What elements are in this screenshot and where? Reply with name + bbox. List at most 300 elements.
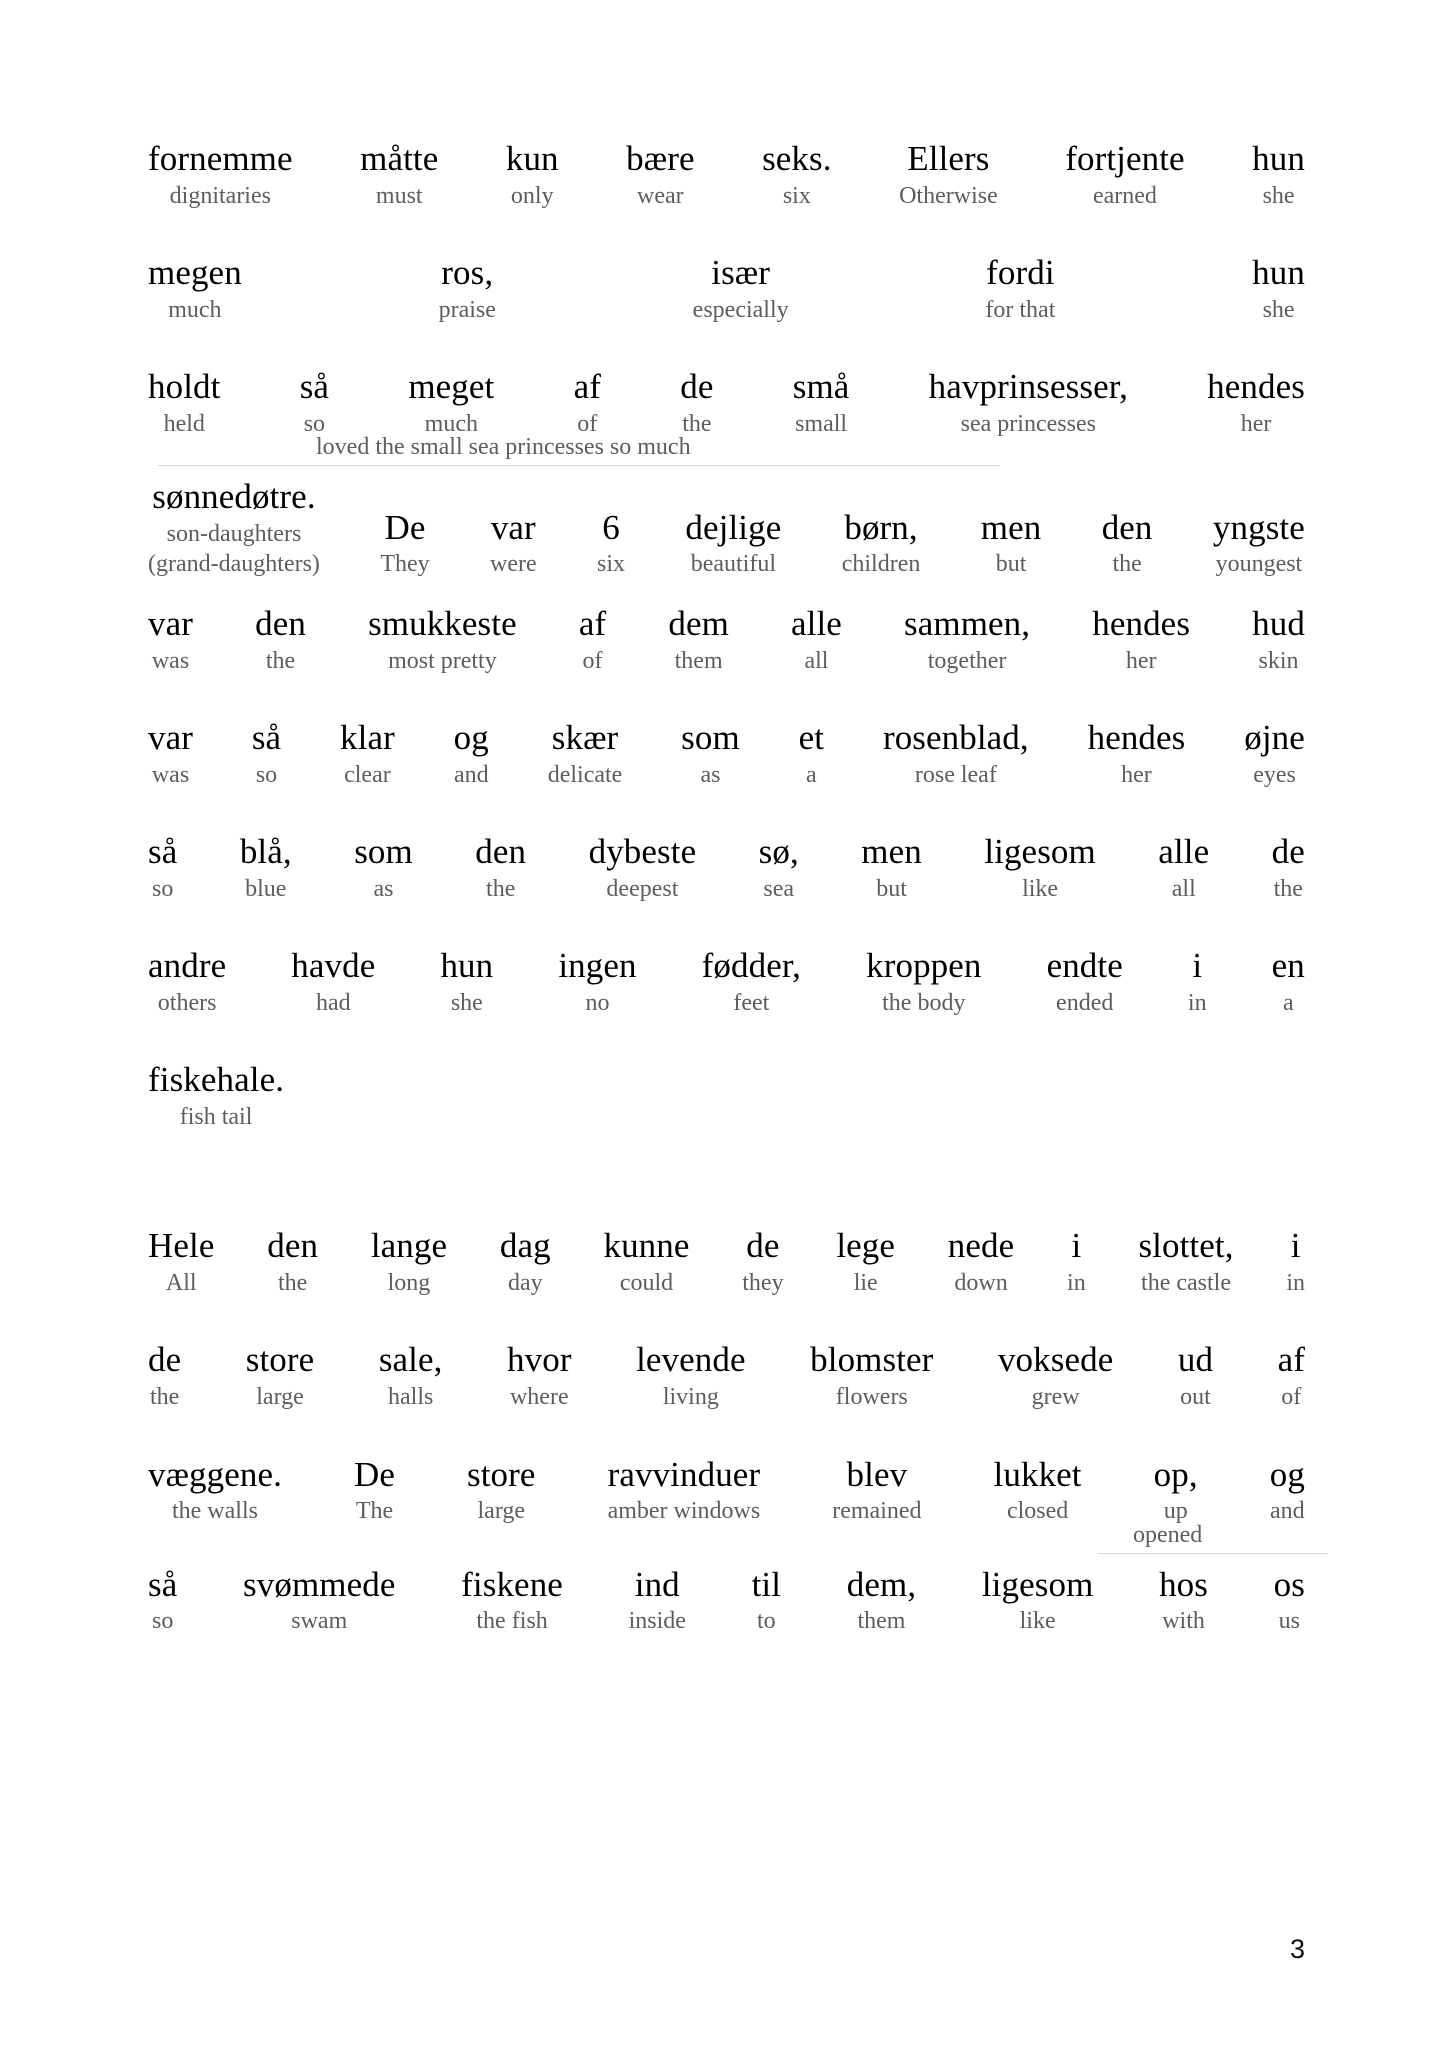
source-word: fortjente	[1065, 139, 1185, 178]
word-pair	[291, 947, 375, 1017]
gloss-word: six	[597, 551, 626, 578]
word-pair	[252, 719, 281, 789]
word-pair	[454, 719, 489, 789]
word-pair	[148, 833, 177, 903]
source-word: væggene.	[148, 1454, 282, 1494]
gloss-word: they	[742, 1270, 784, 1297]
source-word: hendes	[1092, 603, 1191, 643]
source-word: store	[245, 1340, 315, 1380]
source-word: sø,	[758, 831, 799, 871]
word-pair	[626, 140, 694, 210]
word-pair	[148, 1456, 282, 1526]
gloss-word: them	[674, 647, 723, 674]
source-word: men	[980, 507, 1042, 547]
gloss-word: dignitaries	[169, 182, 271, 209]
source-word: blev	[846, 1454, 908, 1494]
gloss-word: youngest	[1215, 551, 1303, 578]
source-word: dem	[668, 603, 729, 643]
source-word: kunne	[603, 1226, 690, 1266]
word-pair	[1154, 1456, 1198, 1526]
word-pair	[1244, 719, 1305, 789]
gloss-word: Otherwise	[899, 182, 998, 209]
gloss-word: in	[1286, 1270, 1305, 1297]
word-pair	[762, 140, 832, 210]
gloss-word: the	[149, 1384, 180, 1411]
interlinear-line	[148, 605, 1305, 675]
word-pair	[148, 605, 193, 675]
gloss-word: amber windows	[607, 1498, 761, 1525]
source-word: i	[1290, 1226, 1301, 1266]
word-pair	[507, 1341, 572, 1411]
source-word: af	[578, 603, 607, 643]
word-pair	[243, 1566, 395, 1636]
gloss-word: feet	[733, 989, 770, 1016]
source-word: De	[353, 1454, 395, 1494]
word-pair	[148, 140, 293, 210]
gloss-word: the	[486, 875, 516, 902]
page-number: 3	[1289, 1934, 1305, 1964]
word-pair	[1252, 605, 1305, 675]
word-pair	[681, 719, 740, 789]
source-word: så	[148, 831, 178, 871]
gloss-word: was	[151, 761, 190, 788]
interlinear-body	[148, 140, 1305, 1636]
source-word: hvor	[507, 1340, 572, 1380]
source-word: fornemme	[148, 139, 293, 178]
source-word: sale,	[378, 1340, 443, 1380]
word-pair	[148, 947, 226, 1017]
source-word: hun	[440, 946, 494, 986]
word-pair	[791, 605, 842, 675]
gloss-word: The	[355, 1498, 394, 1525]
interlinear-line	[148, 1341, 1305, 1411]
gloss-word: so	[152, 1608, 174, 1635]
source-word: sønnedøtre.	[152, 477, 316, 517]
source-word: den	[1101, 507, 1153, 547]
word-pair	[1067, 1227, 1086, 1297]
source-word: 6	[602, 507, 620, 547]
word-pair	[500, 1227, 551, 1297]
source-word: ingen	[558, 946, 637, 986]
gloss-word: sea	[763, 875, 795, 902]
source-word: alle	[1158, 831, 1210, 871]
word-pair	[300, 368, 329, 438]
gloss-word-secondary: (grand-daughters)	[148, 551, 320, 578]
gloss-word: especially	[692, 296, 789, 323]
source-word: den	[475, 831, 527, 871]
source-word: de	[1271, 831, 1305, 871]
gloss-word: she	[1262, 182, 1295, 209]
gloss-word: but	[876, 875, 907, 902]
gloss-word: the	[682, 411, 712, 438]
word-pair	[842, 509, 921, 579]
word-pair	[984, 833, 1096, 903]
source-word: De	[384, 507, 426, 547]
source-word: et	[798, 717, 825, 757]
word-pair	[440, 947, 493, 1017]
gloss-word: the castle	[1141, 1270, 1231, 1297]
word-pair	[994, 1456, 1082, 1526]
gloss-word: out	[1180, 1384, 1211, 1411]
word-pair	[981, 509, 1042, 579]
gloss-word: lie	[853, 1270, 878, 1297]
source-word: bære	[626, 139, 695, 178]
source-word: nede	[947, 1226, 1015, 1266]
source-word: sammen,	[904, 603, 1031, 643]
gloss-word: All	[165, 1270, 197, 1297]
source-word: lege	[836, 1226, 896, 1266]
word-pair	[240, 833, 292, 903]
gloss-word: large	[256, 1384, 304, 1411]
word-pair	[490, 509, 537, 579]
gloss-word: They	[380, 551, 430, 578]
word-pair	[148, 368, 220, 438]
gloss-word: closed	[1006, 1498, 1069, 1525]
word-pair	[636, 1341, 746, 1411]
gloss-word: for that	[985, 296, 1056, 323]
word-pair	[574, 368, 601, 438]
source-word: levende	[636, 1340, 746, 1380]
gloss-word: of	[577, 411, 598, 438]
source-word: de	[148, 1340, 182, 1380]
gloss-word: held	[163, 411, 205, 438]
gloss-word: earned	[1092, 182, 1157, 209]
free-translation-note: opened	[1133, 1521, 1203, 1548]
source-word: dejlige	[685, 507, 782, 547]
gloss-word: like	[1019, 1608, 1056, 1635]
word-pair	[929, 368, 1128, 438]
gloss-word: others	[157, 989, 217, 1016]
source-word: lukket	[993, 1454, 1082, 1494]
gloss-word: to	[757, 1608, 776, 1635]
interlinear-line	[148, 140, 1305, 210]
word-pair	[148, 1061, 284, 1131]
free-translation-note: loved the small sea princesses so much	[316, 434, 691, 461]
gloss-word: deepest	[606, 875, 679, 902]
word-pair	[685, 509, 781, 579]
interlinear-line	[148, 1061, 1305, 1131]
gloss-word: together	[927, 647, 1007, 674]
source-word: så	[251, 717, 282, 757]
word-pair	[904, 605, 1030, 675]
word-pair	[579, 605, 606, 675]
source-word: rosenblad,	[882, 717, 1029, 757]
gloss-word: where	[509, 1384, 569, 1411]
source-word: ligesom	[984, 831, 1096, 871]
source-word: af	[1277, 1340, 1305, 1380]
source-word: holdt	[148, 367, 221, 407]
interlinear-line	[148, 833, 1305, 903]
source-word: så	[299, 367, 330, 407]
paragraph	[148, 140, 1305, 1131]
gloss-word: the walls	[171, 1498, 258, 1525]
source-word: hendes	[1087, 717, 1186, 757]
source-word: ind	[634, 1564, 680, 1604]
gloss-word: delicate	[547, 761, 623, 788]
word-pair	[1213, 509, 1305, 579]
word-pair	[379, 1341, 443, 1411]
gloss-word: down	[954, 1270, 1008, 1297]
source-word: Hele	[148, 1226, 215, 1266]
source-word: skær	[551, 717, 619, 757]
interlinear-line	[148, 368, 1305, 438]
word-pair	[148, 1227, 214, 1297]
word-pair	[360, 140, 438, 210]
word-pair	[1047, 947, 1123, 1017]
gloss-word: halls	[388, 1384, 434, 1411]
word-pair	[148, 1341, 181, 1411]
word-pair	[354, 1456, 395, 1526]
source-word: megen	[148, 253, 242, 293]
word-pair	[861, 833, 922, 903]
gloss-word: she	[1262, 296, 1295, 323]
gloss-word: six	[782, 182, 811, 209]
word-pair	[597, 509, 625, 579]
source-word: alle	[791, 603, 842, 643]
gloss-word: up	[1163, 1498, 1188, 1525]
word-pair	[148, 254, 242, 324]
source-word: hun	[1252, 139, 1305, 178]
gloss-word: her	[1125, 647, 1157, 674]
word-pair	[793, 368, 850, 438]
source-word: klar	[340, 717, 395, 757]
interlinear-line	[148, 947, 1305, 1017]
word-pair	[548, 719, 623, 789]
gloss-word: them	[857, 1608, 906, 1635]
source-word: kun	[505, 139, 559, 178]
gloss-word: eyes	[1253, 761, 1296, 788]
gloss-word: children	[841, 551, 921, 578]
word-pair	[255, 605, 306, 675]
source-word: ros,	[441, 253, 494, 293]
gloss-word: all	[1171, 875, 1196, 902]
gloss-word: much	[424, 411, 478, 438]
interlinear-line	[148, 1227, 1305, 1297]
interlinear-line	[148, 719, 1305, 789]
source-word: svømmede	[243, 1564, 396, 1604]
gloss-word: much	[168, 296, 222, 323]
source-word: fødder,	[701, 946, 802, 986]
source-word: fordi	[986, 253, 1055, 293]
source-word: slottet,	[1138, 1226, 1234, 1266]
gloss-word: the body	[882, 989, 966, 1016]
gloss-word: the	[277, 1270, 308, 1297]
word-pair	[354, 833, 413, 903]
gloss-word: in	[1067, 1270, 1086, 1297]
word-pair	[380, 509, 429, 579]
source-word: lange	[370, 1226, 448, 1266]
source-word: havde	[291, 946, 376, 986]
word-pair	[742, 1227, 783, 1297]
gloss-word: as	[700, 761, 721, 788]
source-word: en	[1271, 946, 1305, 986]
paragraph	[148, 1227, 1305, 1635]
gloss-word: as	[373, 875, 394, 902]
interlinear-line	[148, 1456, 1305, 1526]
gloss-word: remained	[832, 1498, 922, 1525]
gloss-word: was	[151, 647, 190, 674]
source-word: blå,	[239, 831, 292, 871]
word-pair	[1286, 1227, 1305, 1297]
gloss-word: swam	[291, 1608, 348, 1635]
word-pair	[982, 1566, 1094, 1636]
word-pair	[1178, 1341, 1213, 1411]
source-word: hun	[1252, 253, 1305, 293]
source-word: kroppen	[866, 946, 982, 986]
source-word: børn,	[844, 507, 918, 547]
word-pair	[603, 1227, 689, 1297]
source-word: fiskene	[461, 1564, 563, 1604]
word-pair	[832, 1456, 921, 1526]
word-pair	[148, 1566, 177, 1636]
gloss-word: the	[1112, 551, 1142, 578]
source-word: var	[148, 603, 193, 643]
word-pair	[589, 833, 697, 903]
word-pair	[1207, 368, 1305, 438]
word-pair	[1270, 1456, 1305, 1526]
source-word: hos	[1159, 1564, 1208, 1604]
word-pair	[1278, 1341, 1305, 1411]
gloss-word: she	[450, 989, 483, 1016]
interlinear-line	[148, 254, 1305, 324]
word-pair	[1138, 1227, 1233, 1297]
source-word: og	[453, 717, 489, 757]
word-pair	[998, 1341, 1113, 1411]
source-word: i	[1071, 1226, 1082, 1266]
word-pair	[148, 478, 320, 578]
gloss-word: grew	[1031, 1384, 1080, 1411]
gloss-word: a	[806, 761, 817, 788]
word-pair	[752, 1566, 781, 1636]
word-pair	[668, 605, 729, 675]
source-word: dybeste	[588, 831, 697, 871]
gloss-word: the	[265, 647, 296, 674]
source-word: især	[711, 253, 771, 293]
gloss-word: blue	[245, 875, 287, 902]
source-word: som	[354, 831, 413, 871]
source-word: de	[680, 367, 714, 407]
word-pair	[1188, 947, 1207, 1017]
word-pair	[439, 254, 496, 324]
gloss-word: long	[387, 1270, 431, 1297]
source-word: blomster	[810, 1340, 934, 1380]
word-pair	[1092, 605, 1190, 675]
word-pair	[948, 1227, 1014, 1297]
gloss-word: in	[1187, 989, 1207, 1016]
gloss-word: wear	[637, 182, 684, 209]
word-pair	[148, 719, 193, 789]
word-pair	[368, 605, 517, 675]
word-pair	[883, 719, 1029, 789]
word-pair	[810, 1341, 933, 1411]
source-word: dag	[499, 1226, 551, 1266]
source-word: fiskehale.	[148, 1060, 285, 1100]
gloss-word: day	[507, 1270, 543, 1297]
word-pair	[680, 368, 713, 438]
word-pair	[702, 947, 801, 1017]
source-word: øjne	[1244, 717, 1305, 757]
gloss-word: of	[582, 647, 603, 674]
interlinear-line	[148, 478, 1305, 578]
word-pair	[1252, 140, 1305, 210]
gloss-word: her	[1121, 761, 1152, 788]
note-underline-rule	[158, 465, 1000, 466]
gloss-word: could	[619, 1270, 674, 1297]
note-underline-rule	[1098, 1553, 1328, 1554]
word-pair	[759, 833, 799, 903]
source-word: de	[746, 1226, 780, 1266]
source-word: så	[148, 1564, 178, 1604]
gloss-word: rose leaf	[914, 761, 997, 788]
gloss-word: must	[375, 182, 423, 209]
free-translation-row	[148, 1522, 1305, 1556]
gloss-word: praise	[438, 296, 496, 323]
word-pair	[836, 1227, 895, 1297]
source-word: i	[1192, 946, 1203, 986]
interlinear-line	[148, 1566, 1305, 1636]
source-word: og	[1269, 1454, 1305, 1494]
gloss-word: so	[255, 761, 278, 788]
source-word: men	[861, 831, 922, 871]
word-pair	[1158, 833, 1209, 903]
word-pair	[1272, 833, 1305, 903]
source-word: hendes	[1207, 367, 1305, 407]
gloss-word: and	[453, 761, 489, 788]
source-word: dem,	[846, 1564, 917, 1604]
word-pair	[899, 140, 998, 210]
source-word: hud	[1252, 603, 1305, 643]
word-pair	[246, 1341, 315, 1411]
word-pair	[1065, 140, 1184, 210]
gloss-word: fish tail	[179, 1103, 253, 1130]
word-pair	[1272, 947, 1305, 1017]
gloss-word: her	[1240, 411, 1272, 438]
gloss-word: ended	[1056, 989, 1114, 1016]
word-pair	[985, 254, 1055, 324]
gloss-word: sea princesses	[960, 411, 1096, 438]
gloss-word: with	[1162, 1608, 1205, 1635]
free-translation-row	[148, 434, 1305, 468]
source-word: yngste	[1212, 507, 1305, 547]
gloss-word: most pretty	[388, 647, 497, 674]
word-pair	[467, 1456, 536, 1526]
source-word: op,	[1153, 1454, 1198, 1494]
word-pair	[461, 1566, 563, 1636]
gloss-word: beautiful	[690, 551, 777, 578]
source-word: til	[751, 1564, 782, 1604]
gloss-word: clear	[344, 761, 391, 788]
gloss-word: all	[804, 647, 829, 674]
source-word: Ellers	[907, 139, 990, 178]
gloss-word: large	[477, 1498, 526, 1525]
word-pair	[866, 947, 981, 1017]
source-word: andre	[148, 946, 227, 986]
source-word: seks.	[762, 139, 832, 178]
gloss-word: no	[585, 989, 610, 1016]
source-word: ravvinduer	[607, 1454, 761, 1494]
gloss-word: of	[1281, 1384, 1302, 1411]
gloss-word: skin	[1258, 647, 1299, 674]
gloss-word: only	[510, 182, 554, 209]
word-pair	[506, 140, 559, 210]
source-word: store	[467, 1454, 536, 1494]
word-pair	[371, 1227, 447, 1297]
word-pair	[558, 947, 636, 1017]
source-word: som	[681, 717, 740, 757]
gloss-word: the fish	[476, 1608, 548, 1635]
word-pair	[475, 833, 526, 903]
word-pair	[1088, 719, 1186, 789]
